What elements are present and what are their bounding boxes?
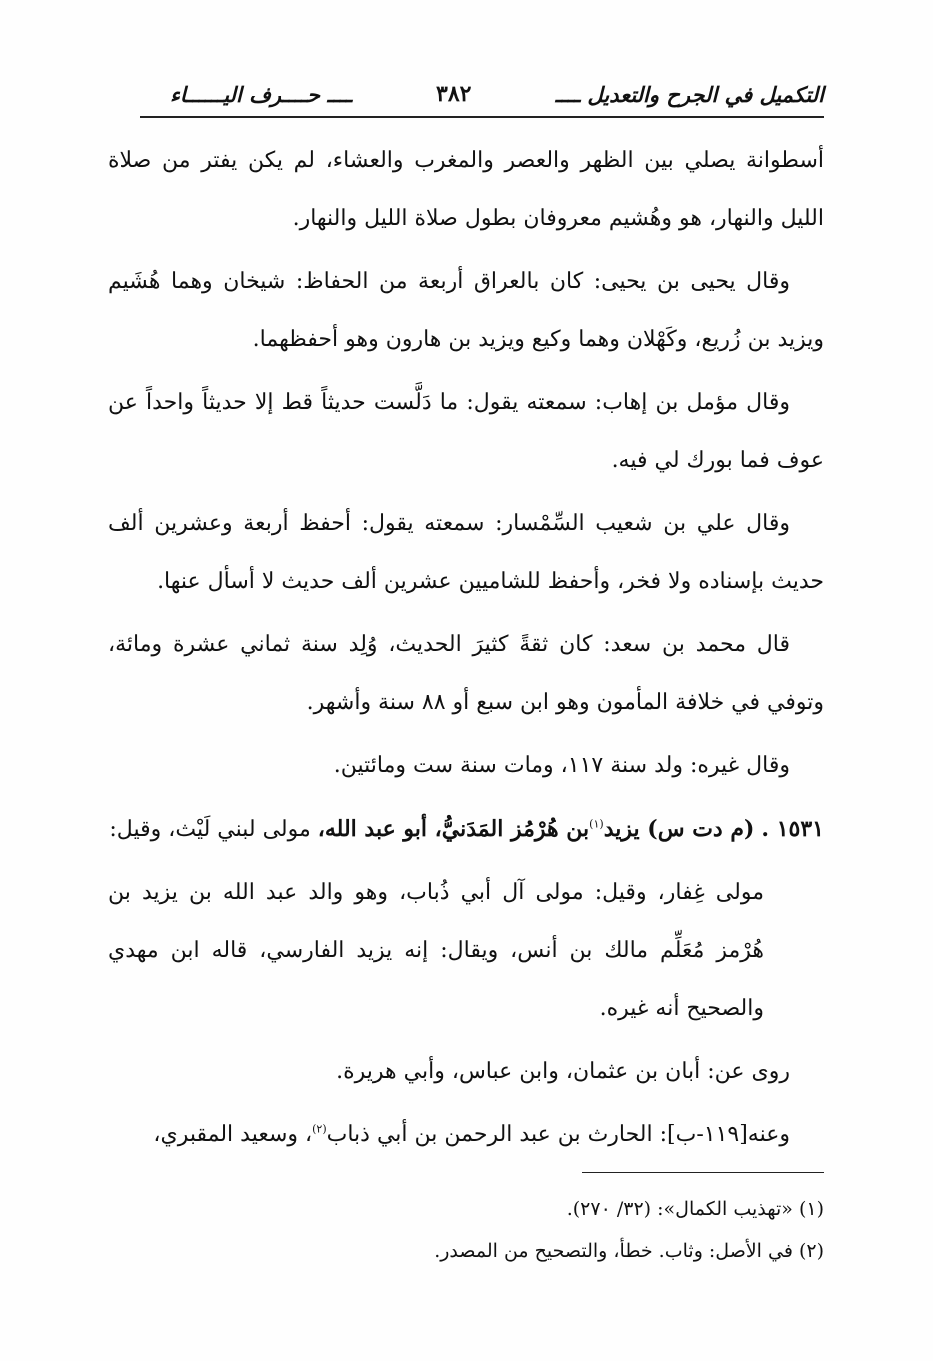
header-rule: [140, 116, 824, 118]
biography-entry-body: مولى غِفار، وقيل: مولى آل أبي ذُباب، وهو والد عبد الله بن يزيد بن هُرْمز مُعَلِّم مالك بن أنس، ويقال: إنه يزيد الفارسي، قاله ابن مهدي والصحيح أنه غيره.: [108, 880, 764, 1021]
entry-name-rest: بن هُرْمُز المَدَنيُّ، أبو عبد الله،: [317, 816, 590, 842]
footnote-ref: (٢): [312, 1122, 327, 1136]
paragraph: روى عن: أبان بن عثمان، وابن عباس، وأبي هريرة.: [336, 1059, 790, 1084]
page-number: ٣٨٢: [436, 81, 472, 107]
section-title: ــــ حــــرف اليــــــاء: [170, 81, 352, 107]
main-text: [108, 132, 824, 1169]
paragraph: قال محمد بن سعد: كان ثقةً كثيرَ الحديث، وُلِد سنة ثماني عشرة ومائة، وتوفي في خلافة المأمون وهو ابن سبع أو ٨٨ سنة وأشهر.: [108, 632, 824, 715]
footnote-ref: (١): [589, 817, 604, 831]
paragraph: أسطوانة يصلي بين الظهر والعصر والمغرب والعشاء، لم يكن يفتر من صلاة الليل والنهار، هو وهُشيم معروفان بطول صلاة الليل والنهار.: [108, 148, 824, 231]
narrators-text-end: ، وسعيد المقبري،: [153, 1122, 313, 1147]
paragraph: وقال غيره: ولد سنة ١١٧، ومات سنة ست ومائتين.: [333, 753, 790, 778]
footnote: (١) «تهذيب الكمال»: (٣٢/ ٢٧٠).: [566, 1198, 824, 1220]
biography-entry-heading: [108, 800, 824, 859]
narrators-text: وعنه[١١٩-ب]: الحارث بن عبد الرحمن بن أبي ذباب: [326, 1122, 790, 1147]
book-title: التكميل في الجرح والتعديل ــــ: [555, 81, 824, 107]
footnote: (٢) في الأصل: وثاب. خطأ، والتصحيح من المصدر.: [434, 1240, 824, 1262]
entry-name: (م دت س) يزيد: [603, 816, 755, 842]
paragraph: وقال مؤمل بن إهاب: سمعته يقول: ما دَلَّست حديثاً قط إلا حديثاً واحداً عن عوف فما بورك لي فيه.: [108, 390, 824, 473]
entry-text: مولى لبني لَيْث، وقيل:: [109, 817, 311, 842]
paragraph: وقال يحيى بن يحيى: كان بالعراق أربعة من الحفاظ: شيخان وهما هُشَيم ويزيد بن زُريع، وكَهْلان وهما وكيع ويزيد بن هارون وهو أحفظهما.: [108, 269, 824, 352]
paragraph: [108, 1106, 824, 1164]
paragraph: وقال علي بن شعيب السِّمْسار: سمعته يقول: أحفظ أربعة وعشرين ألف حديث بإسناده ولا فخر، وأحفظ للشاميين عشرين ألف حديث لا أسأل عنها.: [108, 511, 824, 594]
footnote-rule: [582, 1172, 824, 1173]
running-header: [170, 74, 824, 114]
footnotes: [300, 1188, 824, 1272]
entry-number: ١٥٣١ .: [761, 816, 824, 842]
